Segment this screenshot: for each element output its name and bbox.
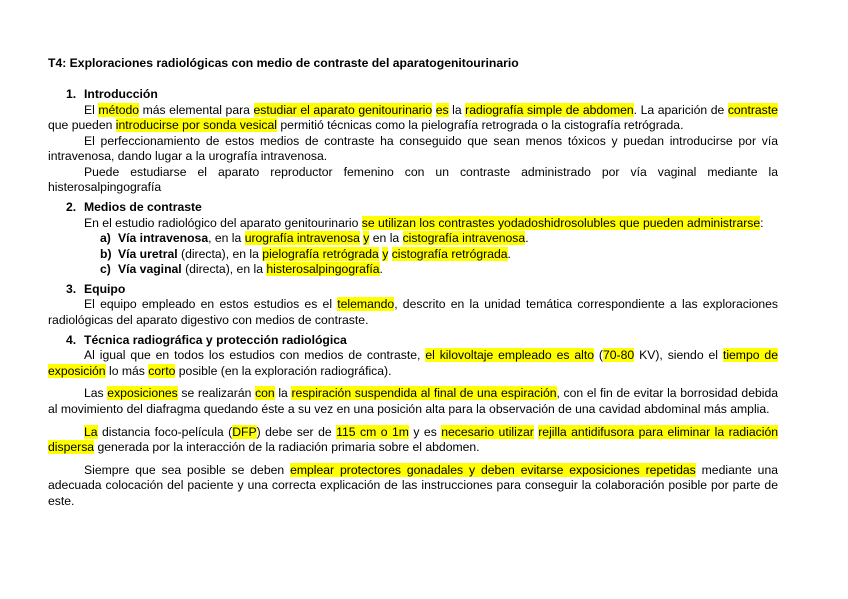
bold-text: Vía vaginal <box>118 262 182 277</box>
list-label: a) <box>100 231 111 246</box>
section-number: 3. <box>66 281 77 296</box>
highlighted-text: 70-80 <box>603 348 635 363</box>
text-run: : <box>760 215 764 230</box>
section-introduccion <box>48 87 778 196</box>
paragraph <box>48 386 778 417</box>
highlighted-text: contraste <box>727 102 778 117</box>
highlighted-text: introducirse por sonda vesical <box>115 118 278 133</box>
paragraph <box>48 463 778 510</box>
text-run: distancia foco-película ( <box>97 424 233 439</box>
highlighted-text: necesario utilizar <box>441 424 534 439</box>
section-number: 2. <box>66 200 77 215</box>
section-title: Equipo <box>84 281 126 296</box>
highlighted-text: rejilla antidifusora para eliminar la radiación dispersa <box>48 424 779 455</box>
section-equipo <box>48 282 778 329</box>
section-heading <box>66 200 778 216</box>
list-item-text <box>118 247 511 261</box>
highlighted-text: telemando <box>337 297 395 312</box>
paragraph <box>48 134 778 165</box>
list-label: b) <box>100 246 112 261</box>
paragraph <box>48 216 778 232</box>
paragraph <box>48 103 778 134</box>
text-run: posible (en la exploración radiográfica). <box>175 363 392 378</box>
text-run: . La aparición de <box>633 102 728 117</box>
text-run: (directa), en la <box>177 246 263 261</box>
text-run: Al igual que en todos los estudios con medios de contraste, <box>84 348 426 363</box>
text-run: , descrito en la unidad temática correspondiente a las exploraciones radiológicas del aparato digestivo con medios de contraste. <box>48 297 778 328</box>
text-run: KV), siendo el <box>634 348 723 363</box>
list-item-text <box>118 231 529 245</box>
highlighted-text: histerosalpingografía <box>266 262 380 277</box>
text-run: Puede estudiarse el aparato reproductor femenino con un contraste administrado por vía vaginal mediante la histerosalpingografía <box>48 164 778 195</box>
text-run: El perfeccionamiento de estos medios de contraste ha conseguido que sean menos tóxicos y puedan introducirse por vía intravenosa, dando lugar a la urografía intravenosa. <box>48 133 778 164</box>
text-run: , con el fin de evitar la borrosidad debida al movimiento del diafragma quedando éste a su vez en una posición alta para la observación de una cavidad abdominal más amplia. <box>48 386 779 416</box>
text-run: El <box>84 102 99 117</box>
text-run: , en la <box>208 231 245 246</box>
text-run: se realizarán <box>177 386 256 401</box>
section-tecnica-radiografica <box>48 333 778 510</box>
highlighted-text: estudiar el aparato genitourinario <box>253 102 433 117</box>
text-run: permitió técnicas como la pielografía retrograda o la cistografía retrógrada. <box>277 118 684 133</box>
text-run: ( <box>594 348 603 363</box>
highlighted-text: cistografía intravenosa <box>402 231 526 246</box>
text-run: generada por la interacción de la radiación primaria sobre el abdomen. <box>94 440 480 455</box>
text-run: Las <box>84 386 108 401</box>
bold-text: Vía uretral <box>118 246 178 261</box>
section-title: Técnica radiográfica y protección radiológica <box>84 332 347 347</box>
text-run: la <box>448 102 466 117</box>
highlighted-text: tiempo de exposición <box>48 348 778 378</box>
section-title: Medios de contraste <box>84 200 202 215</box>
paragraph <box>48 297 778 328</box>
list-item <box>100 262 778 278</box>
highlighted-text: pielografía retrógrada <box>262 246 379 261</box>
paragraph <box>48 165 778 196</box>
text-run: Siempre que sea posible se deben <box>84 462 291 477</box>
list-item <box>100 247 778 263</box>
highlighted-text: urografía intravenosa <box>244 231 360 246</box>
section-title: Introducción <box>84 87 158 101</box>
bold-text: Vía intravenosa <box>118 231 209 246</box>
highlighted-text: es <box>435 102 449 117</box>
document-page <box>48 56 778 509</box>
highlighted-text: cistografía retrógrada <box>391 246 508 261</box>
highlighted-text: método <box>98 102 140 117</box>
highlighted-text: el kilovoltaje empleado es alto <box>425 348 595 363</box>
text-run: en la <box>369 231 403 246</box>
text-run: mediante una adecuada colocación del paciente y una correcta explicación de las instrucciones para conseguir la colaboración posible por parte de este. <box>48 462 779 508</box>
highlighted-text: exposiciones <box>107 386 178 401</box>
section-medios-de-contraste <box>48 200 778 278</box>
text-run: (directa), en la <box>181 262 267 277</box>
list-label: c) <box>100 262 111 277</box>
text-run: . <box>507 246 511 261</box>
section-number: 1. <box>66 87 77 101</box>
text-run: y es <box>408 424 442 439</box>
text-run: El equipo empleado en estos estudios es el <box>84 297 338 312</box>
highlighted-text: con <box>255 386 275 401</box>
text-run: . <box>379 262 383 277</box>
section-number: 4. <box>66 332 77 347</box>
highlighted-text: La <box>84 424 98 439</box>
highlighted-text: 115 cm o 1m <box>336 424 409 439</box>
list-item-text <box>118 262 383 276</box>
text-run: más elemental para <box>139 102 254 117</box>
list-item <box>100 231 778 247</box>
section-heading <box>66 282 778 298</box>
highlighted-text: DFP <box>232 424 257 439</box>
highlighted-text: radiografía simple de abdomen <box>465 102 634 117</box>
text-run: que pueden <box>48 118 116 133</box>
paragraph <box>48 348 778 379</box>
highlighted-text: respiración suspendida al final de una espiración <box>291 386 557 401</box>
highlighted-text: se utilizan los contrastes yodadoshidrosolubles que pueden administrarse <box>361 215 761 230</box>
highlighted-text: y <box>382 246 389 261</box>
highlighted-text: corto <box>148 363 176 378</box>
paragraph <box>48 425 778 456</box>
text-run: lo más <box>105 363 149 378</box>
section-heading <box>66 87 778 103</box>
highlighted-text: emplear protectores gonadales y deben evitarse exposiciones repetidas <box>290 462 696 477</box>
text-run: . <box>525 231 529 246</box>
highlighted-text: y <box>363 231 370 246</box>
text-run: ) debe ser de <box>256 424 337 439</box>
text-run: En el estudio radiológico del aparato genitourinario <box>84 215 362 230</box>
text-run: la <box>274 386 292 401</box>
document-title: T4: Exploraciones radiológicas con medio de contraste del aparatogenitourinario <box>48 56 519 70</box>
section-heading <box>66 333 778 349</box>
